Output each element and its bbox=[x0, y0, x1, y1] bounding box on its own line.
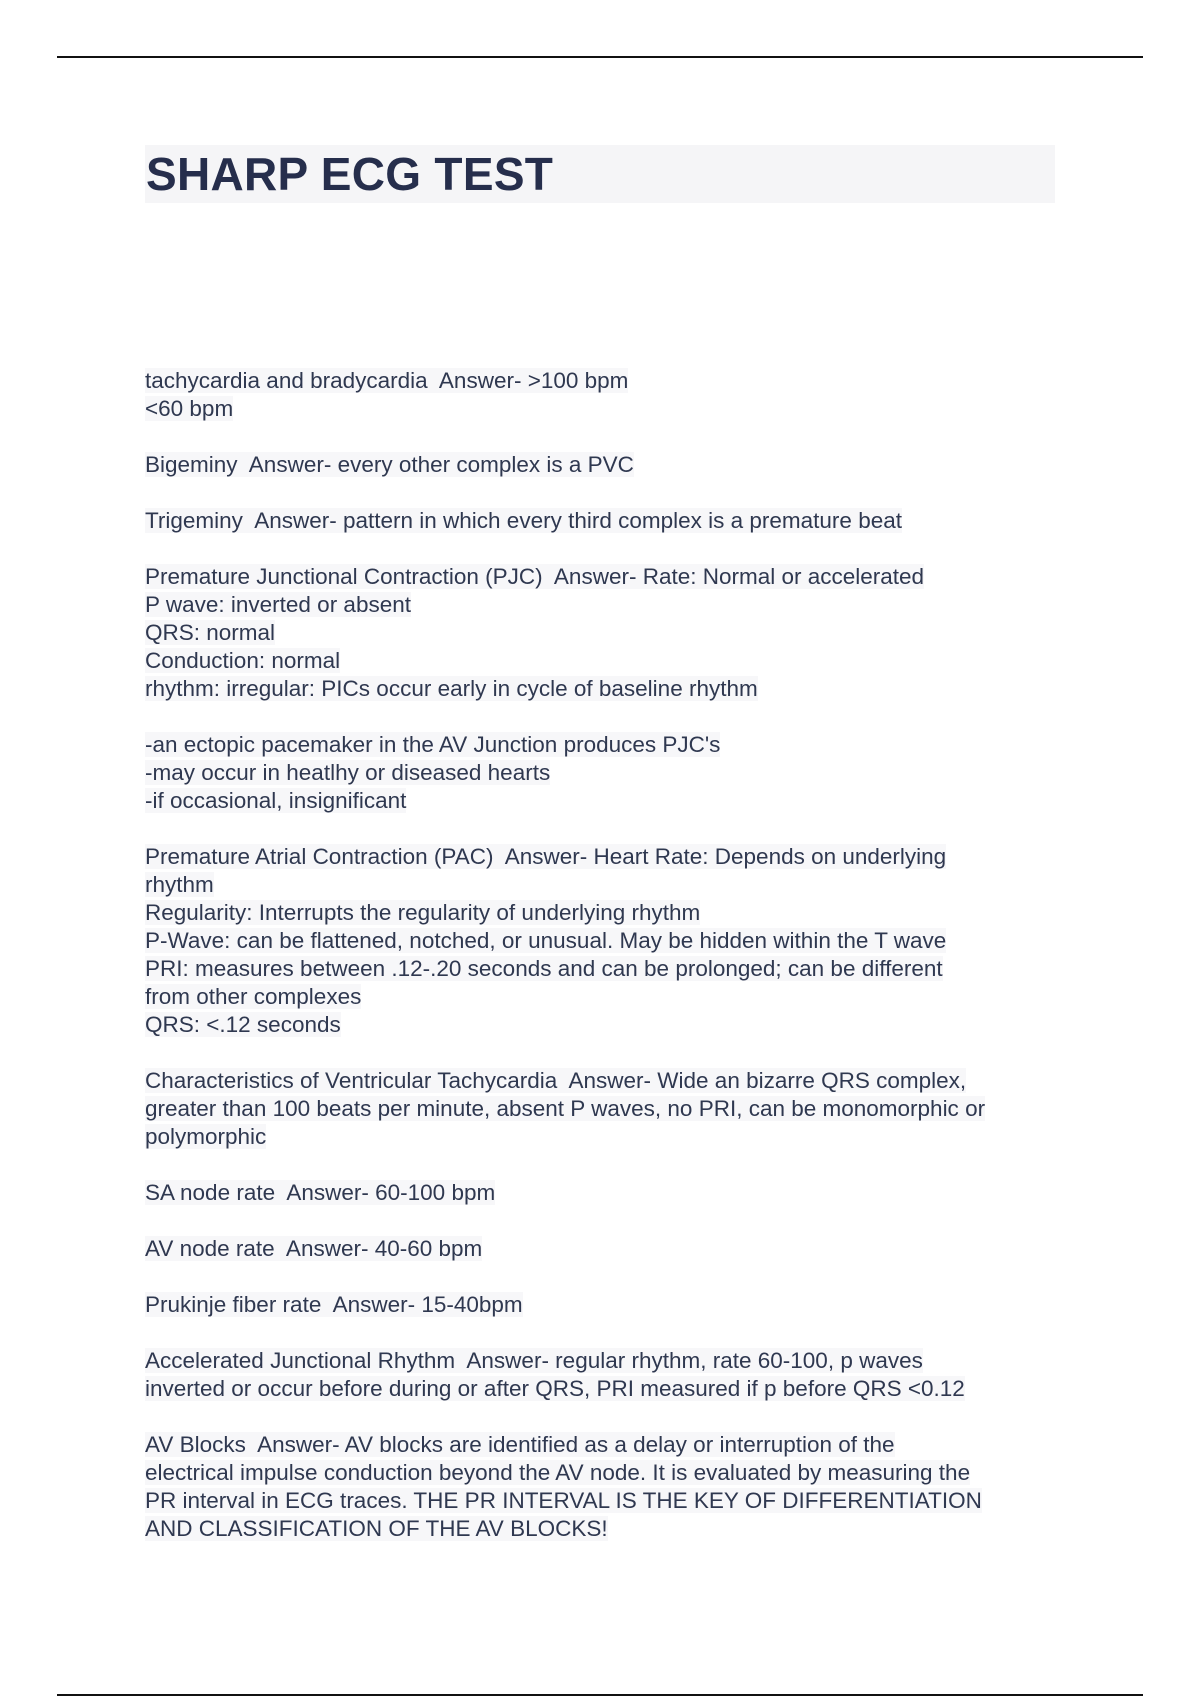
qa-line bbox=[145, 395, 1065, 423]
qa-line bbox=[145, 451, 1065, 479]
qa-line-text: P wave: inverted or absent bbox=[145, 592, 411, 617]
qa-line bbox=[145, 1291, 1065, 1319]
qa-line bbox=[145, 1123, 1065, 1151]
qa-line bbox=[145, 1095, 1065, 1123]
qa-line-text: Bigeminy Answer- every other complex is a PVC bbox=[145, 452, 634, 477]
qa-line-text: AV node rate Answer- 40-60 bpm bbox=[145, 1236, 483, 1261]
qa-line bbox=[145, 927, 1065, 955]
qa-line-text: Characteristics of Ventricular Tachycardia Answer- Wide an bizarre QRS complex, bbox=[145, 1068, 967, 1093]
qa-line-text: Premature Atrial Contraction (PAC) Answer- Heart Rate: Depends on underlying bbox=[145, 844, 947, 869]
qa-entry bbox=[145, 1067, 1065, 1151]
qa-line bbox=[145, 899, 1065, 927]
qa-line bbox=[145, 983, 1065, 1011]
qa-line-text: -an ectopic pacemaker in the AV Junction produces PJC's bbox=[145, 732, 721, 757]
qa-line-text: Prukinje fiber rate Answer- 15-40bpm bbox=[145, 1292, 523, 1317]
qa-line bbox=[145, 1347, 1065, 1375]
qa-line bbox=[145, 1487, 1065, 1515]
qa-line-text: Trigeminy Answer- pattern in which every third complex is a premature beat bbox=[145, 508, 902, 533]
qa-line-text: <60 bpm bbox=[145, 396, 234, 421]
qa-entry bbox=[145, 507, 1065, 535]
qa-line bbox=[145, 1515, 1065, 1543]
qa-line-text: rhythm bbox=[145, 872, 214, 897]
qa-line bbox=[145, 787, 1065, 815]
qa-line-text: Regularity: Interrupts the regularity of underlying rhythm bbox=[145, 900, 701, 925]
qa-line bbox=[145, 619, 1065, 647]
qa-line-text: inverted or occur before during or after QRS, PRI measured if p before QRS <0.12 bbox=[145, 1376, 965, 1401]
qa-entry bbox=[145, 451, 1065, 479]
document-title: SHARP ECG TEST bbox=[146, 148, 554, 200]
header-rule bbox=[57, 56, 1143, 58]
qa-line bbox=[145, 1375, 1065, 1403]
qa-entry bbox=[145, 1179, 1065, 1207]
qa-line bbox=[145, 759, 1065, 787]
qa-list bbox=[145, 367, 1065, 1571]
qa-line bbox=[145, 1011, 1065, 1039]
qa-entry bbox=[145, 563, 1065, 703]
qa-line-text: electrical impulse conduction beyond the AV node. It is evaluated by measuring the bbox=[145, 1460, 971, 1485]
qa-line-text: P-Wave: can be flattened, notched, or unusual. May be hidden within the T wave bbox=[145, 928, 947, 953]
qa-line-text: PR interval in ECG traces. THE PR INTERVAL IS THE KEY OF DIFFERENTIATION bbox=[145, 1488, 982, 1513]
qa-line bbox=[145, 843, 1065, 871]
qa-entry bbox=[145, 843, 1065, 1039]
qa-entry bbox=[145, 367, 1065, 423]
qa-line-text: QRS: normal bbox=[145, 620, 276, 645]
qa-line-text: polymorphic bbox=[145, 1124, 267, 1149]
qa-line-text: Accelerated Junctional Rhythm Answer- regular rhythm, rate 60-100, p waves bbox=[145, 1348, 923, 1373]
qa-line-text: PRI: measures between .12-.20 seconds and can be prolonged; can be different bbox=[145, 956, 943, 981]
qa-line bbox=[145, 731, 1065, 759]
qa-line bbox=[145, 591, 1065, 619]
qa-line-text: from other complexes bbox=[145, 984, 362, 1009]
qa-entry bbox=[145, 731, 1065, 815]
qa-line bbox=[145, 1459, 1065, 1487]
qa-line bbox=[145, 871, 1065, 899]
qa-line-text: -may occur in heatlhy or diseased hearts bbox=[145, 760, 551, 785]
qa-line bbox=[145, 563, 1065, 591]
qa-line bbox=[145, 1067, 1065, 1095]
qa-line bbox=[145, 675, 1065, 703]
qa-line-text: QRS: <.12 seconds bbox=[145, 1012, 341, 1037]
qa-line-text: greater than 100 beats per minute, absent P waves, no PRI, can be monomorphic or bbox=[145, 1096, 986, 1121]
qa-line-text: -if occasional, insignificant bbox=[145, 788, 407, 813]
qa-line bbox=[145, 367, 1065, 395]
qa-entry bbox=[145, 1235, 1065, 1263]
qa-line bbox=[145, 647, 1065, 675]
qa-line bbox=[145, 1235, 1065, 1263]
footer-rule bbox=[57, 1694, 1143, 1696]
qa-line-text: rhythm: irregular: PICs occur early in cycle of baseline rhythm bbox=[145, 676, 758, 701]
qa-line bbox=[145, 1179, 1065, 1207]
qa-line bbox=[145, 955, 1065, 983]
qa-line-text: AND CLASSIFICATION OF THE AV BLOCKS! bbox=[145, 1516, 608, 1541]
qa-entry bbox=[145, 1347, 1065, 1403]
qa-line bbox=[145, 1431, 1065, 1459]
qa-line-text: Conduction: normal bbox=[145, 648, 341, 673]
qa-line bbox=[145, 507, 1065, 535]
qa-line-text: tachycardia and bradycardia Answer- >100 bpm bbox=[145, 368, 629, 393]
qa-line-text: SA node rate Answer- 60-100 bpm bbox=[145, 1180, 496, 1205]
qa-line-text: Premature Junctional Contraction (PJC) Answer- Rate: Normal or accelerated bbox=[145, 564, 925, 589]
qa-line-text: AV Blocks Answer- AV blocks are identified as a delay or interruption of the bbox=[145, 1432, 895, 1457]
qa-entry bbox=[145, 1431, 1065, 1543]
qa-entry bbox=[145, 1291, 1065, 1319]
